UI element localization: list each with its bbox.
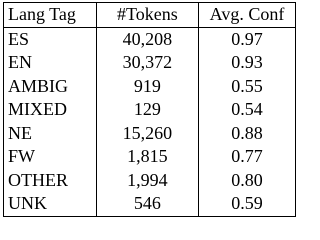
lang-tag-cell: OTHER	[4, 169, 97, 193]
tokens-cell: 30,372	[96, 51, 198, 75]
avg-conf-cell: 0.80	[199, 169, 296, 193]
header-avg-conf: Avg. Conf	[199, 3, 296, 28]
avg-conf-cell: 0.88	[199, 122, 296, 146]
header-row	[4, 3, 296, 28]
lang-tag-cell: ES	[4, 27, 97, 51]
language-tag-table	[3, 2, 296, 217]
tokens-cell: 919	[96, 75, 198, 99]
lang-tag-cell: MIXED	[4, 98, 97, 122]
table-body	[4, 27, 296, 216]
avg-conf-cell: 0.93	[199, 51, 296, 75]
lang-tag-cell: EN	[4, 51, 97, 75]
avg-conf-cell: 0.97	[199, 27, 296, 51]
tokens-cell: 15,260	[96, 122, 198, 146]
tokens-cell: 129	[96, 98, 198, 122]
lang-tag-cell: UNK	[4, 192, 97, 216]
tokens-cell: 40,208	[96, 27, 198, 51]
table-row	[4, 145, 296, 169]
tokens-cell: 1,815	[96, 145, 198, 169]
avg-conf-cell: 0.59	[199, 192, 296, 216]
table-row	[4, 98, 296, 122]
table-row	[4, 27, 296, 51]
table-row	[4, 169, 296, 193]
avg-conf-cell: 0.77	[199, 145, 296, 169]
header-tokens: #Tokens	[96, 3, 198, 28]
avg-conf-cell: 0.55	[199, 75, 296, 99]
table-row	[4, 51, 296, 75]
lang-tag-cell: NE	[4, 122, 97, 146]
lang-tag-cell: AMBIG	[4, 75, 97, 99]
avg-conf-cell: 0.54	[199, 98, 296, 122]
lang-tag-cell: FW	[4, 145, 97, 169]
table-header	[4, 3, 296, 28]
header-lang-tag: Lang Tag	[4, 3, 97, 28]
tokens-cell: 546	[96, 192, 198, 216]
table-row	[4, 75, 296, 99]
tokens-cell: 1,994	[96, 169, 198, 193]
table-row	[4, 122, 296, 146]
table-row	[4, 192, 296, 216]
